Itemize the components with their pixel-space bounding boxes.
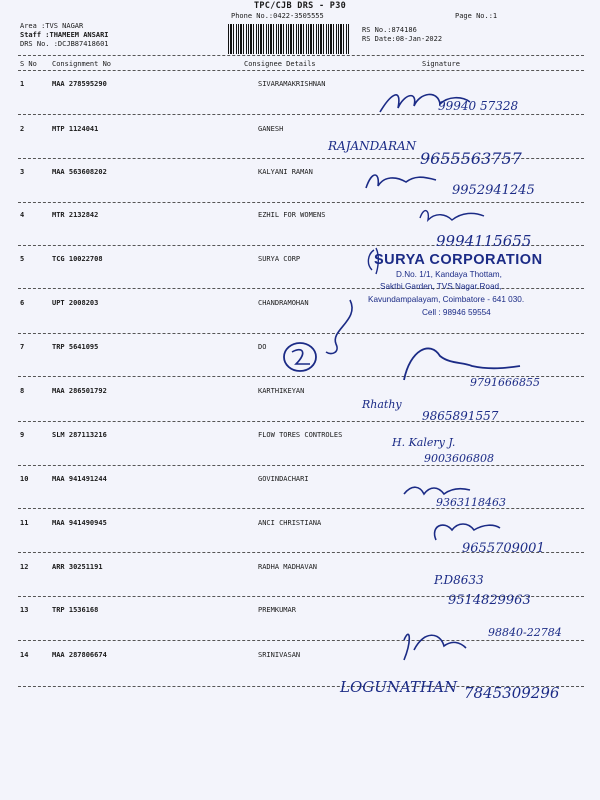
handwritten-phone: 9994115655 bbox=[436, 232, 532, 250]
signature-stroke bbox=[435, 524, 500, 540]
row-consignee: SURYA CORP bbox=[258, 255, 301, 263]
column-header-signature: Signature bbox=[422, 60, 460, 68]
stamp-address-line: Sakthi Garden, TVS Nagar Road, bbox=[380, 282, 502, 291]
row-consignment: TRP 5641095 bbox=[52, 343, 99, 351]
handwritten-name: H. Kalery J. bbox=[392, 436, 456, 449]
row-serial: 9 bbox=[20, 431, 25, 439]
handwritten-phone: 9865891557 bbox=[422, 409, 499, 423]
handwritten-phone: 9363118463 bbox=[436, 496, 506, 509]
stamp-address-line: D.No. 1/1, Kandaya Thottam, bbox=[396, 270, 502, 279]
row-consignment: MAA 287806674 bbox=[52, 651, 107, 659]
handwritten-phone: 7845309296 bbox=[464, 684, 560, 702]
phone-number: Phone No.:0422-3505555 bbox=[231, 12, 324, 20]
row-consignment: MAA 286501792 bbox=[52, 387, 107, 395]
row-consignment: SLM 287113216 bbox=[52, 431, 107, 439]
row-consignee: DO bbox=[258, 343, 267, 351]
handwritten-name: LOGUNATHAN bbox=[340, 678, 458, 696]
row-serial: 2 bbox=[20, 125, 25, 133]
row-consignee: GANESH bbox=[258, 125, 284, 133]
row-consignee: PREMKUMAR bbox=[258, 606, 296, 614]
signature-circle bbox=[284, 343, 316, 371]
row-serial: 3 bbox=[20, 168, 25, 176]
row-serial: 14 bbox=[20, 651, 29, 659]
row-consignment: MTP 1124041 bbox=[52, 125, 99, 133]
page-number: Page No.:1 bbox=[455, 12, 498, 20]
row-consignment: TRP 1536168 bbox=[52, 606, 99, 614]
row-consignee: SRINIVASAN bbox=[258, 651, 301, 659]
row-serial: 1 bbox=[20, 80, 25, 88]
column-header-consignee: Consignee Details bbox=[244, 60, 316, 68]
handwritten-phone: 9003606808 bbox=[424, 452, 494, 465]
row-consignment: MTR 2132842 bbox=[52, 211, 99, 219]
drs-number: DRS No. :DCJB87418601 bbox=[20, 40, 109, 48]
row-consignee: SIVARAMAKRISHNAN bbox=[258, 80, 326, 88]
row-serial: 8 bbox=[20, 387, 25, 395]
row-consignee: FLOW TORES CONTROLES bbox=[258, 431, 343, 439]
row-serial: 4 bbox=[20, 211, 25, 219]
row-consignment: MAA 941490945 bbox=[52, 519, 107, 527]
row-serial: 5 bbox=[20, 255, 25, 263]
signature-stroke bbox=[366, 175, 436, 188]
handwritten-phone: 9655563757 bbox=[420, 149, 522, 168]
row-consignment: TCG 10022708 bbox=[52, 255, 103, 263]
row-consignment: MAA 563608202 bbox=[52, 168, 107, 176]
handwritten-name: P.D8633 bbox=[434, 573, 484, 587]
row-serial: 13 bbox=[20, 606, 29, 614]
row-consignment: MAA 941491244 bbox=[52, 475, 107, 483]
handwritten-phone: 9655709001 bbox=[462, 541, 545, 556]
handwritten-phone: 98840-22784 bbox=[488, 626, 562, 639]
row-consignee: ANCI CHRISTIANA bbox=[258, 519, 322, 527]
row-serial: 6 bbox=[20, 299, 25, 307]
signature-stroke bbox=[404, 634, 466, 660]
row-consignment: ARR 30251191 bbox=[52, 563, 103, 571]
signature-stroke bbox=[326, 300, 352, 354]
row-consignee: RADHA MADHAVAN bbox=[258, 563, 318, 571]
rs-number: RS No.:874186 bbox=[362, 26, 417, 34]
handwritten-name: Rhathy bbox=[362, 398, 402, 411]
document-title: TPC/CJB DRS - P30 bbox=[253, 1, 347, 11]
column-header-sno: S No bbox=[20, 60, 37, 68]
area-label: Area :TVS NAGAR bbox=[20, 22, 84, 30]
rs-date: RS Date:08-Jan-2022 bbox=[362, 35, 443, 43]
signature-stroke bbox=[292, 350, 310, 364]
row-serial: 10 bbox=[20, 475, 29, 483]
handwritten-phone: 9791666855 bbox=[470, 376, 540, 389]
handwritten-phone: 9514829963 bbox=[448, 593, 531, 608]
stamp-phone: Cell : 98946 59554 bbox=[422, 308, 491, 317]
staff-label: Staff :THAMEEM ANSARI bbox=[20, 31, 109, 39]
row-consignment: UPT 2008203 bbox=[52, 299, 99, 307]
stamp-company-name: SURYA CORPORATION bbox=[374, 252, 543, 268]
signature-stroke bbox=[404, 487, 470, 494]
signature-stroke bbox=[420, 211, 484, 220]
row-serial: 12 bbox=[20, 563, 29, 571]
row-consignee: CHANDRAMOHAN bbox=[258, 299, 309, 307]
row-consignee: KARTHIKEYAN bbox=[258, 387, 305, 395]
row-consignee: KALYANI RAMAN bbox=[258, 168, 313, 176]
row-serial: 11 bbox=[20, 519, 29, 527]
row-consignment: MAA 278595290 bbox=[52, 80, 107, 88]
handwritten-name: RAJANDARAN bbox=[328, 139, 417, 153]
handwritten-phone: 9952941245 bbox=[452, 183, 535, 198]
handwritten-phone: 99940 57328 bbox=[438, 99, 519, 113]
row-consignee: EZHIL FOR WOMENS bbox=[258, 211, 326, 219]
stamp-address-line: Kavundampalayam, Coimbatore - 641 030. bbox=[368, 295, 525, 304]
row-consignee: GOVINDACHARI bbox=[258, 475, 309, 483]
row-serial: 7 bbox=[20, 343, 25, 351]
column-header-consignment: Consignment No bbox=[52, 60, 112, 68]
